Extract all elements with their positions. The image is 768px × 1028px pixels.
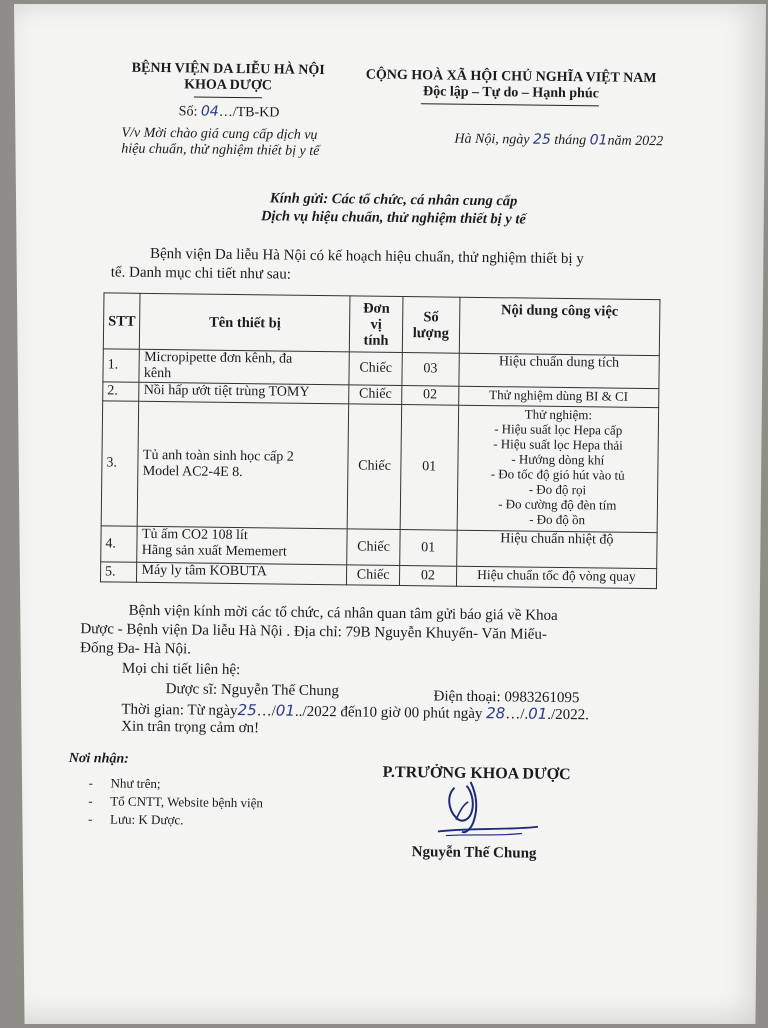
subject-line-2: hiệu chuẩn, thử nghiệm thiết bị y tế <box>121 141 320 159</box>
doc-date <box>454 131 663 151</box>
content-line: Thử nghiệm: <box>524 406 593 423</box>
signer-name: Nguyễn Thế Chung <box>411 844 537 862</box>
time-from-day-handwritten: 25 <box>237 701 257 720</box>
content-line: - Hướng dòng khí <box>511 451 605 468</box>
col-header-name: Tên thiết bị <box>140 293 350 352</box>
row-name-line: Micropipette đơn kênh, đa <box>144 349 293 367</box>
greeting-line-2: Dịch vụ hiệu chuẩn, thử nghiệm thiết bị y tế <box>260 208 526 228</box>
contact-label: Mọi chi tiết liên hệ: <box>121 660 241 679</box>
handwritten-signature <box>426 775 547 846</box>
org-department: KHOA DƯỢC <box>184 77 273 94</box>
time-from-month-handwritten: 01 <box>275 701 296 720</box>
row-stt: 3. <box>101 401 139 526</box>
doc-number-suffix: …/TB-KD <box>218 104 280 121</box>
row-content <box>457 405 659 532</box>
table-row <box>101 401 658 533</box>
date-month-label: tháng <box>550 132 590 149</box>
recipients-title: Nơi nhận: <box>68 750 129 767</box>
row-content: Thử nghiệm dùng BI & CI <box>458 386 659 407</box>
doc-number <box>179 103 280 121</box>
row-qty: 02 <box>399 566 456 587</box>
time-to-month-handwritten: 01 <box>528 704 548 723</box>
content-line: - Đo độ rọi <box>528 481 587 498</box>
unit-header-1: Đơn <box>363 300 390 317</box>
intro-line-1: Bệnh viện Da liễu Hà Nội có kế hoạch hiệu chuẩn, thử nghiệm thiết bị y <box>149 245 584 268</box>
unit-header-2: vị <box>370 316 382 333</box>
row-qty: 03 <box>402 353 459 387</box>
date-day-handwritten: 25 <box>532 131 551 148</box>
body-line-1: Bệnh viện kính mời các tổ chức, cá nhân quan tâm gửi báo giá về Khoa <box>128 602 558 624</box>
row-stt: 4. <box>101 526 138 562</box>
signer-title: P.TRƯỞNG KHOA DƯỢC <box>382 763 571 784</box>
subject-line-1: V/v Mời chào giá cung cấp dịch vụ <box>121 125 318 143</box>
row-name-line: Model AC2-4E 8. <box>142 463 243 481</box>
nation-motto: Độc lập – Tự do – Hạnh phúc <box>422 84 599 102</box>
col-header-unit <box>350 296 403 353</box>
time-to-day-handwritten: 28 <box>486 704 506 723</box>
date-prefix: Hà Nội, ngày <box>454 131 534 148</box>
table-header-row <box>103 293 660 356</box>
col-header-stt: STT <box>103 293 140 349</box>
row-name <box>139 349 349 385</box>
row-unit: Chiếc <box>347 404 401 530</box>
org-name: BỆNH VIỆN DA LIỄU HÀ NỘI <box>131 60 325 79</box>
equipment-table <box>100 292 661 589</box>
row-name <box>137 526 347 565</box>
greeting-line-1: Kính gửi: Các tổ chức, cá nhân cung cấp <box>269 190 518 210</box>
recipient-item: - Như trên; <box>88 775 161 792</box>
content-line: - Đo tốc độ gió hút vào tủ <box>490 466 625 483</box>
date-year: năm 2022 <box>607 133 664 150</box>
nation-title: CỘNG HOÀ XÃ HỘI CHỦ NGHĨA VIỆT NAM <box>365 67 657 87</box>
col-header-qty <box>402 297 459 354</box>
row-content: Hiệu chuẩn tốc độ vòng quay <box>456 566 657 588</box>
content-line: - Hiệu suất lọc Hepa thải <box>493 436 623 453</box>
row-unit: Chiếc <box>347 565 400 586</box>
row-stt: 2. <box>103 382 140 401</box>
time-middle: ../2022 đến10 giờ 00 phút ngày <box>294 703 487 723</box>
row-name-line: Tủ anh toàn sinh học cấp 2 <box>142 447 294 465</box>
qty-header-1: Số <box>423 308 439 325</box>
time-separator: …/ <box>256 703 276 720</box>
content-line: - Đo cường độ đèn tím <box>498 496 617 513</box>
unit-header-3: tính <box>363 332 389 349</box>
content-line: - Hiệu suất lọc Hepa cấp <box>494 421 623 438</box>
row-content: Hiệu chuẩn nhiệt độ <box>456 530 657 568</box>
row-qty: 01 <box>400 530 457 567</box>
row-name: Nồi hấp ướt tiệt trùng TOMY <box>139 382 349 404</box>
contact-phone: Điện thoại: 0983261095 <box>433 688 580 707</box>
time-separator: …/. <box>505 706 529 723</box>
date-month-handwritten: 01 <box>589 132 608 149</box>
row-unit: Chiếc <box>347 529 400 566</box>
row-stt: 5. <box>100 562 137 582</box>
body-line-2: Dược - Bệnh viện Da liễu Hà Nội . Địa chỉ: 79B Nguyễn Khuyến- Văn Miếu- <box>80 621 547 643</box>
time-prefix: Thời gian: Từ ngày <box>121 701 238 720</box>
row-stt: 1. <box>103 349 140 382</box>
row-name-line: Hãng sản xuất Mememert <box>141 542 287 560</box>
doc-number-label: Số: <box>178 104 202 120</box>
recipient-text: Lưu: K Dược. <box>109 811 184 828</box>
time-end: ./2022. <box>547 706 590 724</box>
row-content: Hiệu chuẩn dung tích <box>459 353 660 388</box>
org-underline <box>194 96 262 98</box>
thanks-line: Xin trân trọng cảm ơn! <box>121 718 260 737</box>
row-unit: Chiếc <box>349 352 402 386</box>
content-line: - Đo độ ồn <box>529 511 586 528</box>
row-unit: Chiếc <box>349 385 402 405</box>
contact-person: Dược sĩ: Nguyễn Thế Chung <box>165 681 340 700</box>
row-name-line: kênh <box>143 365 172 382</box>
row-qty: 02 <box>402 386 459 406</box>
row-name-line: Tủ ấm CO2 108 lít <box>141 526 248 544</box>
motto-underline <box>421 103 599 106</box>
row-name: Máy ly tâm KOBUTA <box>137 562 347 585</box>
row-qty: 01 <box>400 405 458 531</box>
body-line-3: Đống Đa- Hà Nội. <box>80 640 192 658</box>
col-header-content: Nội dung công việc <box>459 297 660 355</box>
intro-line-2: tế. Danh mục chi tiết như sau: <box>110 264 292 283</box>
recipient-item: - Tổ CNTT, Website bệnh viện <box>88 793 264 811</box>
recipient-text: Tổ CNTT, Website bệnh viện <box>110 793 264 811</box>
recipient-text: Như trên; <box>110 775 161 792</box>
doc-number-handwritten: 04 <box>200 103 219 120</box>
recipient-item: - Lưu: K Dược. <box>87 811 184 828</box>
row-name <box>138 401 349 529</box>
qty-header-2: lượng <box>412 324 449 342</box>
